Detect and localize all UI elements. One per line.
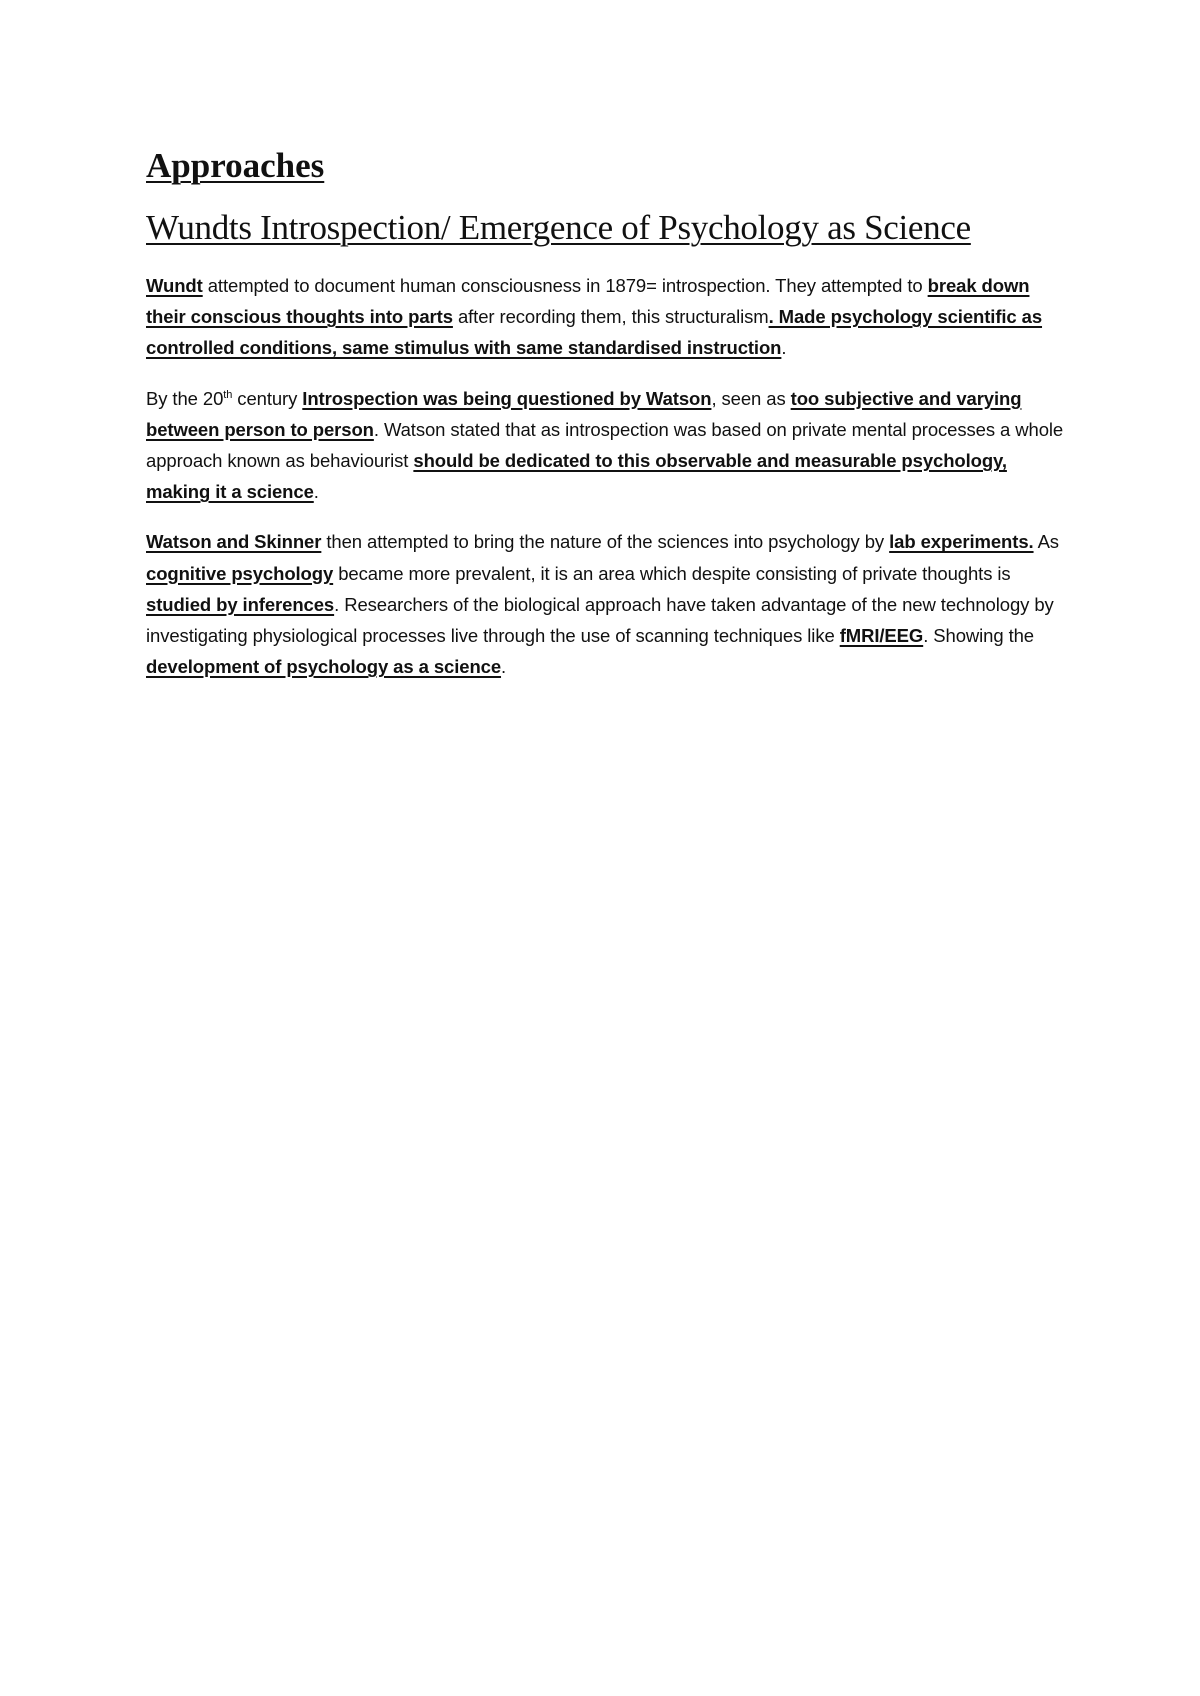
emphasized-text: . Made psychology scientific as controlled conditions, same stimulus with same standardised instruction (146, 306, 1043, 359)
emphasized-text: Wundt (146, 275, 203, 296)
text-run: As (1033, 531, 1059, 553)
text-run: attempted to document human consciousness in 1879= introspection. They attempted to (202, 275, 928, 296)
emphasized-text: cognitive psychology (146, 562, 334, 584)
text-run: . (313, 481, 319, 503)
text-run: . (781, 337, 787, 359)
text-run: . Researchers of the biological approach have taken advantage of the new technology by investigating physiological processes live through the use of scanning techniques like (146, 593, 1054, 647)
text-run: . (501, 656, 507, 678)
emphasized-text: Introspection was being questioned by Watson (302, 387, 712, 409)
paragraph-skinner (146, 526, 1066, 682)
emphasized-text: too subjective and varying between person to person (146, 387, 1022, 440)
text-run: became more prevalent, it is an area which despite consisting of private thoughts is (333, 562, 1011, 584)
text-run: after recording them, this structuralism (452, 306, 769, 328)
text-run: By the 20 (146, 387, 224, 409)
emphasized-text: lab experiments. (889, 531, 1034, 553)
text-run: then attempted to bring the nature of the sciences into psychology by (321, 531, 890, 553)
emphasized-text: break down their conscious thoughts into parts (146, 275, 1030, 328)
text-run: , seen as (711, 387, 791, 409)
superscript-text: th (223, 388, 233, 401)
text-run: century (232, 387, 303, 409)
document-body (146, 146, 1066, 701)
emphasized-text: should be dedicated to this observable and measurable psychology, making it a science (146, 450, 1007, 503)
paragraph-watson (146, 383, 1066, 508)
text-run: . Showing the (923, 625, 1034, 647)
page-title: Approaches (146, 146, 325, 185)
emphasized-text: development of psychology as a science (146, 656, 502, 678)
text-run: . Watson stated that as introspection was based on private mental processes a whole approach known as behaviourist (146, 418, 1064, 472)
paragraph-wundt (146, 270, 1066, 364)
section-heading: Wundts Introspection/ Emergence of Psychology as Science (146, 208, 971, 247)
emphasized-text: Watson and Skinner (146, 531, 322, 553)
emphasized-text: studied by inferences (146, 593, 335, 615)
emphasized-text: fMRI/EEG (839, 625, 924, 647)
